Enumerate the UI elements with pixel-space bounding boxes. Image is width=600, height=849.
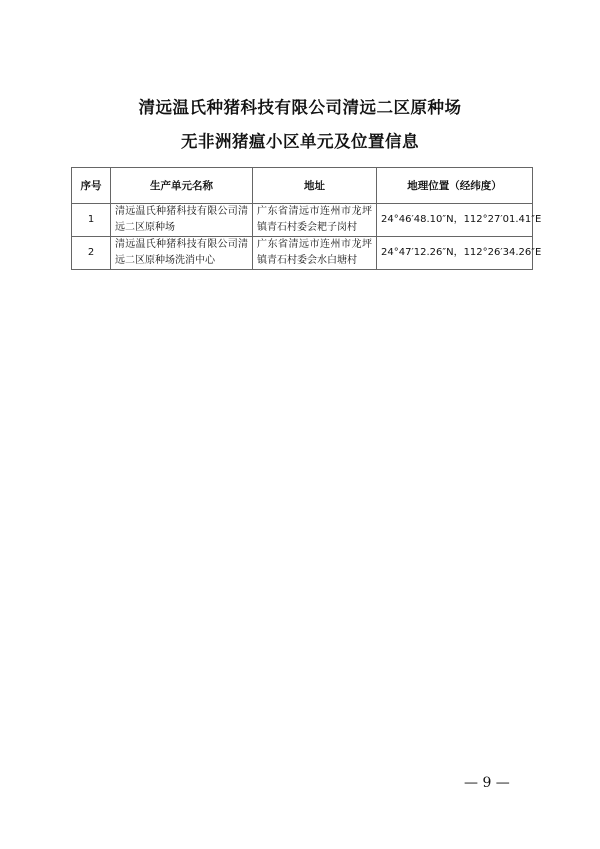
cell-coordinates: 24°46′48.10″N，112°27′01.41″E — [377, 204, 533, 237]
cell-address: 广东省清远市连州市龙坪镇青石村委会耙子岗村 — [253, 204, 377, 237]
cell-unit-name: 清远温氏种猪科技有限公司清远二区原种场 — [111, 204, 253, 237]
cell-unit-name: 清远温氏种猪科技有限公司清远二区原种场洗消中心 — [111, 237, 253, 270]
header-serial-number: 序号 — [72, 168, 111, 204]
header-coordinates: 地理位置（经纬度） — [377, 168, 533, 204]
cell-serial-number: 1 — [72, 204, 111, 237]
page-number: — 9 — — [464, 775, 510, 791]
document-title-line-2: 无非洲猪瘟小区单元及位置信息 — [181, 132, 419, 151]
cell-serial-number: 2 — [72, 237, 111, 270]
table-row — [72, 237, 533, 270]
header-address: 地址 — [253, 168, 377, 204]
cell-address: 广东省清远市连州市龙坪镇青石村委会水白塘村 — [253, 237, 377, 270]
unit-location-table — [71, 167, 542, 270]
header-unit-name: 生产单元名称 — [111, 168, 253, 204]
document-title-line-1: 清远温氏种猪科技有限公司清远二区原种场 — [138, 98, 462, 117]
table-header-row — [72, 168, 533, 204]
cell-coordinates: 24°47′12.26″N，112°26′34.26″E — [377, 237, 533, 270]
table-row — [72, 204, 533, 237]
